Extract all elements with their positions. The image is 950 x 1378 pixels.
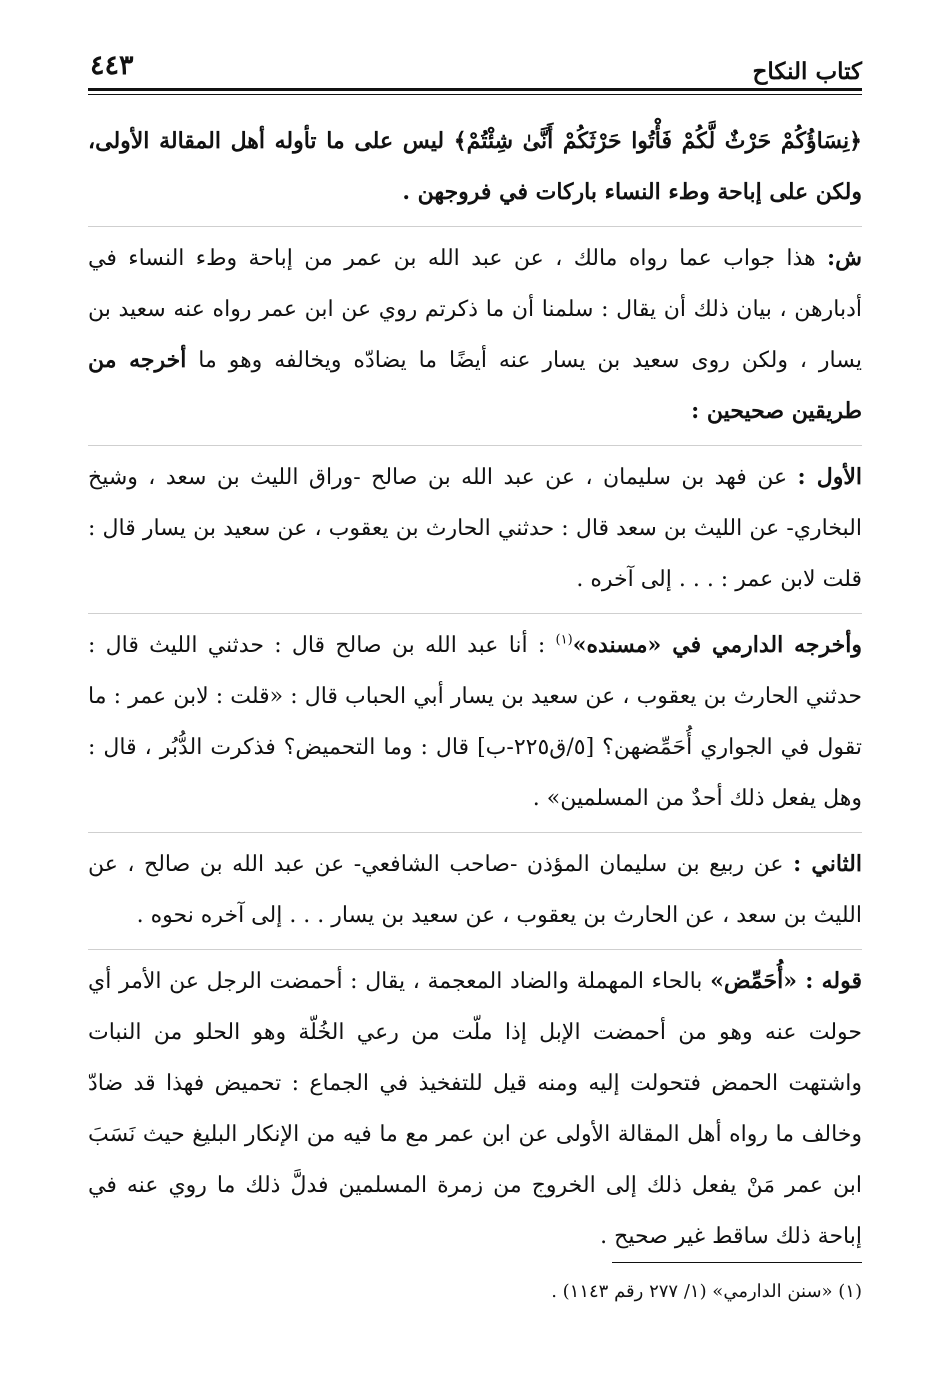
- footnote-marker: (١): [555, 632, 573, 648]
- paragraph-first-route: [88, 452, 862, 614]
- paragraph-second-route: [88, 839, 862, 950]
- paragraph-lead: ش:: [827, 245, 862, 271]
- footnote: (١) «سنن الدارمي» (١/ ٢٧٧ رقم ١١٤٣) .: [551, 1281, 862, 1302]
- page-number: ٤٤٣: [90, 50, 134, 81]
- paragraph-text: عن فهد بن سليمان ، عن عبد الله بن صالح -وراق الليث بن سعد ، وشيخ البخاري- عن الليث بن سعد قال : حدثني الحارث بن يعقوب ، عن سعيد بن يسار قال : قلت لابن عمر : . . . إلى آخره .: [88, 465, 862, 592]
- paragraph-text: بالحاء المهملة والضاد المعجمة ، يقال : أحمضت الرجل عن الأمر أي حولت عنه وهو من أحمضت الإبل إذا ملّت من رعي الخُلّة وهو الحلو من النبات واشتهت الحمض فتحولت إليه ومنه قيل للتفخيذ في الجماع : تحميض فهذا قد ضادّ وخالف ما رواه أهل المقالة الأولى عن ابن عمر مع ما فيه من الإنكار البليغ حيث نَسَبَ ابن عمر مَنْ يفعل ذلك إلى الخروج من زمرة المسلمين فدلَّ ذلك ما روي عنه في إباحة ذلك ساقط غير صحيح .: [88, 969, 862, 1249]
- paragraph-lead: وأخرجه الدارمي في «مسنده»: [572, 632, 863, 658]
- paragraph-sharh: [88, 233, 862, 446]
- paragraph-darimi: [88, 620, 862, 833]
- paragraph-text: ﴿نِسَاؤُكُمْ حَرْثٌ لَّكُمْ فَأْتُوا حَرْثَكُمْ أَنَّىٰ شِئْتُمْ﴾ ليس على ما تأوله أهل المقالة الأولى، ولكن على إباحة وطء النساء باركات في فروجهن .: [88, 128, 862, 205]
- paragraph-lead: قوله : «أُحَمِّض»: [710, 968, 863, 994]
- paragraph-tail: أخرجه من طريقين صحيحين :: [88, 347, 862, 424]
- paragraph-text: عن ربيع بن سليمان المؤذن -صاحب الشافعي- عن عبد الله بن صالح ، عن الليث بن سعد ، عن الحارث بن يعقوب ، عن سعيد بن يسار . . . إلى آخره نحوه .: [88, 852, 862, 928]
- footnote-rule: [612, 1262, 862, 1263]
- paragraph-explanation: [88, 956, 862, 1270]
- paragraph-lead: الأول :: [797, 464, 862, 490]
- paragraph-lead: الثاني :: [793, 851, 862, 877]
- paragraph-quran-verse: [88, 116, 862, 227]
- header-rule-thin: [88, 94, 862, 95]
- page-body: [88, 116, 862, 1276]
- book-title: كتاب النكاح: [752, 58, 862, 85]
- page-header: [88, 38, 862, 86]
- paragraph-text: هذا جواب عما رواه مالك ، عن عبد الله بن عمر من إباحة وطء النساء في أدبارهن ، بيان ذلك أن يقال : سلمنا أن ما ذكرتم روي عن ابن عمر رواه عنه سعيد بن يسار ، ولكن روى سعيد بن يسار عنه أيضًا ما يضادّه ويخالفه وهو ما: [88, 246, 862, 373]
- paragraph-text: : أنا عبد الله بن صالح قال : حدثني الليث قال : حدثني الحارث بن يعقوب ، عن سعيد بن يسار أبي الحباب قال : «قلت : لابن عمر : ما تقول في الجواري أُحَمِّضهن؟ [٥/ق٢٢٥-ب] قال : وما التحميض؟ فذكرت الدُّبُر ، قال : وهل يفعل ذلك أحدٌ من المسلمين» .: [88, 633, 863, 811]
- header-rule: [88, 88, 862, 91]
- book-page: [88, 0, 862, 1378]
